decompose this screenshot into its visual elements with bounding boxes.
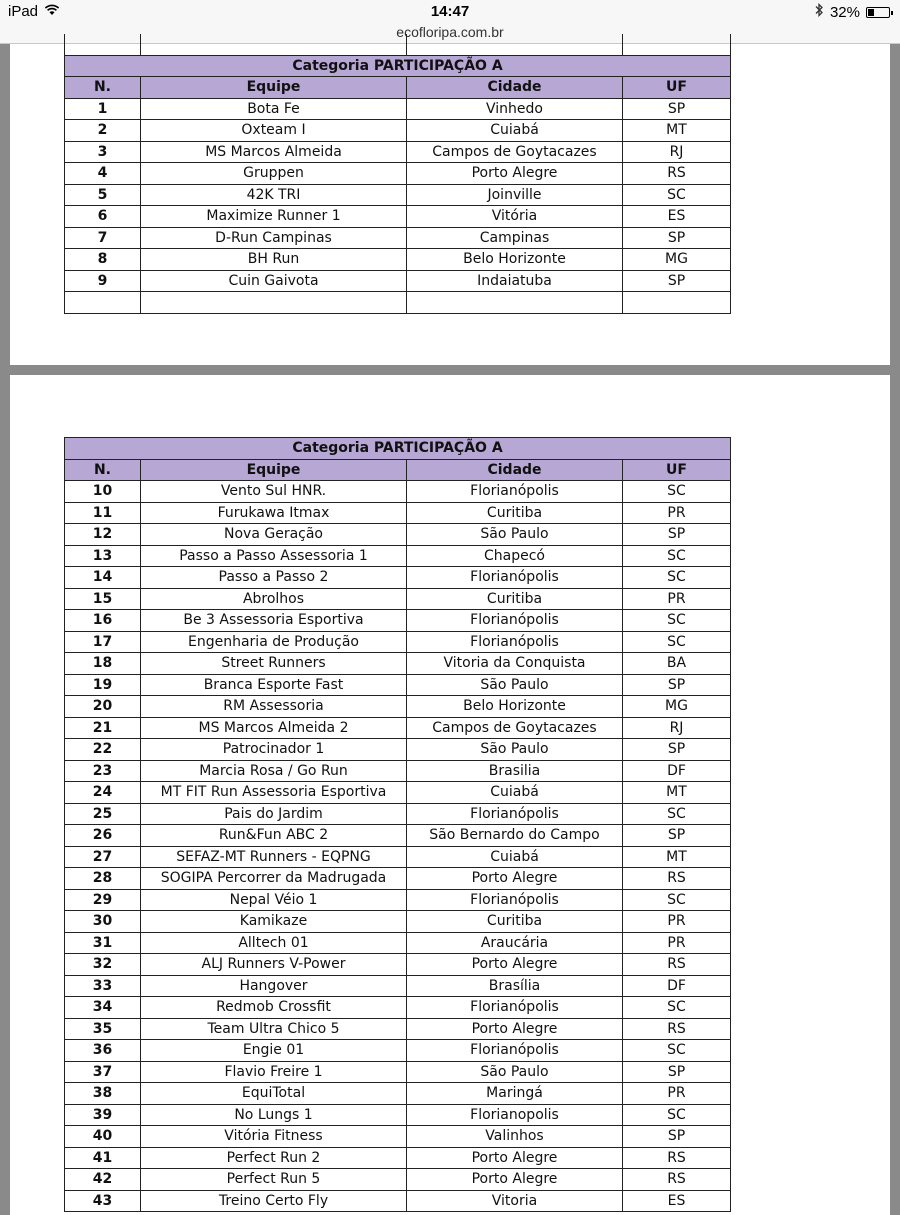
cell-team: Nova Geração	[141, 524, 407, 546]
cell-team: BH Run	[141, 249, 407, 271]
table-row	[65, 1104, 731, 1126]
cell-team: Marcia Rosa / Go Run	[141, 760, 407, 782]
cell-team: SOGIPA Percorrer da Madrugada	[141, 868, 407, 890]
cell-number: 10	[65, 481, 141, 503]
cell-team: Flavio Freire 1	[141, 1061, 407, 1083]
cell-city: Florianópolis	[407, 631, 623, 653]
cell-city: Florianópolis	[407, 803, 623, 825]
table-row	[65, 206, 731, 228]
cell-state: ES	[623, 206, 731, 228]
cell-city: São Paulo	[407, 524, 623, 546]
table-row	[65, 782, 731, 804]
cell-number: 31	[65, 932, 141, 954]
cell-state: SP	[623, 98, 731, 120]
table-row	[65, 868, 731, 890]
cell-number: 17	[65, 631, 141, 653]
cell-city: Porto Alegre	[407, 1169, 623, 1191]
cell-number: 9	[65, 270, 141, 292]
table-row	[65, 588, 731, 610]
cell-city: Curitiba	[407, 588, 623, 610]
table-row	[65, 1126, 731, 1148]
cell-number: 39	[65, 1104, 141, 1126]
cell-city: Campos de Goytacazes	[407, 717, 623, 739]
cell-city: Araucária	[407, 932, 623, 954]
cell-city: Indaiatuba	[407, 270, 623, 292]
cell-state	[623, 292, 731, 314]
table-title: Categoria PARTICIPAÇÃO A	[65, 55, 731, 77]
cell-state: SC	[623, 481, 731, 503]
cell-number: 1	[65, 98, 141, 120]
table-header-row	[65, 77, 731, 99]
cell-team: Be 3 Assessoria Esportiva	[141, 610, 407, 632]
cell-state: ES	[623, 1190, 731, 1212]
table-row	[65, 911, 731, 933]
table-top-empty-row	[65, 34, 731, 55]
table-row	[65, 502, 731, 524]
cell-city: Maringá	[407, 1083, 623, 1105]
cell-state: RS	[623, 954, 731, 976]
cell-team: Perfect Run 5	[141, 1169, 407, 1191]
cell-city: Florianópolis	[407, 1040, 623, 1062]
cell-number: 40	[65, 1126, 141, 1148]
cell-city: Brasília	[407, 975, 623, 997]
cell-state: SP	[623, 739, 731, 761]
cell-city: São Paulo	[407, 739, 623, 761]
participation-table-2	[64, 437, 731, 1212]
cell-team: EquiTotal	[141, 1083, 407, 1105]
cell-number: 8	[65, 249, 141, 271]
clock: 14:47	[430, 3, 470, 20]
table-title-row	[65, 438, 731, 460]
cell-city: Florianópolis	[407, 610, 623, 632]
cell-number: 38	[65, 1083, 141, 1105]
cell-number: 12	[65, 524, 141, 546]
cell-state: SP	[623, 270, 731, 292]
cell-number: 27	[65, 846, 141, 868]
cell-city: Curitiba	[407, 911, 623, 933]
cell-city: Campinas	[407, 227, 623, 249]
table-row	[65, 545, 731, 567]
cell-state: BA	[623, 653, 731, 675]
cell-state: SP	[623, 825, 731, 847]
cell-state: SC	[623, 545, 731, 567]
table-row	[65, 1040, 731, 1062]
table-row	[65, 803, 731, 825]
cell-team: Vento Sul HNR.	[141, 481, 407, 503]
cell-state: PR	[623, 932, 731, 954]
cell-team: MS Marcos Almeida 2	[141, 717, 407, 739]
cell-number: 20	[65, 696, 141, 718]
cell-team: Patrocinador 1	[141, 739, 407, 761]
cell-city	[407, 292, 623, 314]
cell-team: No Lungs 1	[141, 1104, 407, 1126]
cell-team: Passo a Passo Assessoria 1	[141, 545, 407, 567]
cell-state: RS	[623, 1018, 731, 1040]
cell-city: Porto Alegre	[407, 954, 623, 976]
table-row	[65, 954, 731, 976]
col-header-state: UF	[623, 77, 731, 99]
table-row	[65, 760, 731, 782]
table-row	[65, 292, 731, 314]
cell-number: 29	[65, 889, 141, 911]
table-row	[65, 98, 731, 120]
cell-number: 18	[65, 653, 141, 675]
table-row	[65, 674, 731, 696]
cell-state: SC	[623, 803, 731, 825]
cell-city: Cuiabá	[407, 120, 623, 142]
table-title-row	[65, 55, 731, 77]
cell-team: Branca Esporte Fast	[141, 674, 407, 696]
cell-number: 2	[65, 120, 141, 142]
pdf-page-2	[10, 375, 890, 1215]
cell-city: Curitiba	[407, 502, 623, 524]
cell-team: Furukawa Itmax	[141, 502, 407, 524]
cell-team: Street Runners	[141, 653, 407, 675]
status-right	[814, 3, 890, 21]
cell-number: 19	[65, 674, 141, 696]
table-row	[65, 610, 731, 632]
cell-number: 34	[65, 997, 141, 1019]
cell-state: RS	[623, 868, 731, 890]
cell-number: 14	[65, 567, 141, 589]
cell-number: 43	[65, 1190, 141, 1212]
cell-state: RS	[623, 1147, 731, 1169]
cell-team: Pais do Jardim	[141, 803, 407, 825]
cell-city: Florianopolis	[407, 1104, 623, 1126]
table-row	[65, 1018, 731, 1040]
table-header-row	[65, 459, 731, 481]
table-row	[65, 717, 731, 739]
cell-city: Brasilia	[407, 760, 623, 782]
cell-team: Oxteam I	[141, 120, 407, 142]
table-row	[65, 270, 731, 292]
cell-number: 5	[65, 184, 141, 206]
cell-state: SC	[623, 184, 731, 206]
cell-team: Run&Fun ABC 2	[141, 825, 407, 847]
cell-state: MT	[623, 782, 731, 804]
cell-state: RS	[623, 1169, 731, 1191]
cell-city: Campos de Goytacazes	[407, 141, 623, 163]
cell-city: Cuiabá	[407, 782, 623, 804]
col-header-city: Cidade	[407, 459, 623, 481]
cell-state: SC	[623, 889, 731, 911]
cell-number: 32	[65, 954, 141, 976]
cell-number: 30	[65, 911, 141, 933]
cell-state: SC	[623, 610, 731, 632]
cell-city: Florianópolis	[407, 481, 623, 503]
cell-number: 21	[65, 717, 141, 739]
cell-number: 35	[65, 1018, 141, 1040]
cell-number: 3	[65, 141, 141, 163]
table-row	[65, 1147, 731, 1169]
cell-number: 37	[65, 1061, 141, 1083]
cell-city: São Paulo	[407, 674, 623, 696]
cell-team: Redmob Crossfit	[141, 997, 407, 1019]
cell-team: MS Marcos Almeida	[141, 141, 407, 163]
table-title: Categoria PARTICIPAÇÃO A	[65, 438, 731, 460]
pdf-page-1	[10, 44, 890, 365]
cell-team: Vitória Fitness	[141, 1126, 407, 1148]
table-row	[65, 631, 731, 653]
cell-state: RJ	[623, 717, 731, 739]
cell-team: Engie 01	[141, 1040, 407, 1062]
cell-city: Chapecó	[407, 545, 623, 567]
cell-state: MG	[623, 249, 731, 271]
cell-team: Kamikaze	[141, 911, 407, 933]
cell-state: PR	[623, 502, 731, 524]
table-row	[65, 120, 731, 142]
cell-number: 23	[65, 760, 141, 782]
cell-state: SC	[623, 997, 731, 1019]
cell-city: Florianópolis	[407, 889, 623, 911]
device-name: iPad	[8, 3, 39, 20]
cell-city: Vitoria da Conquista	[407, 653, 623, 675]
cell-state: SP	[623, 227, 731, 249]
cell-city: Porto Alegre	[407, 1018, 623, 1040]
table-row	[65, 249, 731, 271]
cell-city: Vinhedo	[407, 98, 623, 120]
cell-number: 16	[65, 610, 141, 632]
cell-team: Gruppen	[141, 163, 407, 185]
col-header-team: Equipe	[141, 77, 407, 99]
status-bar	[0, 0, 900, 22]
table-row	[65, 825, 731, 847]
cell-number: 11	[65, 502, 141, 524]
cell-state: SP	[623, 1061, 731, 1083]
cell-state: SP	[623, 524, 731, 546]
table-body	[65, 98, 731, 313]
cell-city: Porto Alegre	[407, 163, 623, 185]
table-row	[65, 524, 731, 546]
cell-state: SC	[623, 1040, 731, 1062]
cell-state: SP	[623, 674, 731, 696]
cell-number: 28	[65, 868, 141, 890]
cell-state: MT	[623, 120, 731, 142]
table-row	[65, 653, 731, 675]
col-header-team: Equipe	[141, 459, 407, 481]
table-row	[65, 846, 731, 868]
table-row	[65, 1061, 731, 1083]
cell-city: Cuiabá	[407, 846, 623, 868]
cell-team: Hangover	[141, 975, 407, 997]
table-row	[65, 163, 731, 185]
cell-team: Treino Certo Fly	[141, 1190, 407, 1212]
battery-percentage: 32%	[829, 3, 860, 21]
cell-city: São Bernardo do Campo	[407, 825, 623, 847]
cell-team: Abrolhos	[141, 588, 407, 610]
cell-number	[65, 292, 141, 314]
cell-city: Joinville	[407, 184, 623, 206]
cell-state: SC	[623, 567, 731, 589]
cell-number: 15	[65, 588, 141, 610]
cell-state: PR	[623, 588, 731, 610]
url-text: ecofloripa.com.br	[396, 24, 504, 40]
cell-number: 4	[65, 163, 141, 185]
cell-number: 41	[65, 1147, 141, 1169]
cell-team: D-Run Campinas	[141, 227, 407, 249]
cell-city: Vitoria	[407, 1190, 623, 1212]
table-row	[65, 1083, 731, 1105]
cell-team: 42K TRI	[141, 184, 407, 206]
cell-state: DF	[623, 760, 731, 782]
cell-number: 36	[65, 1040, 141, 1062]
cell-city: Porto Alegre	[407, 1147, 623, 1169]
cell-team: Cuin Gaivota	[141, 270, 407, 292]
cell-city: Valinhos	[407, 1126, 623, 1148]
cell-state: RS	[623, 163, 731, 185]
table-row	[65, 997, 731, 1019]
cell-state: SC	[623, 1104, 731, 1126]
cell-number: 24	[65, 782, 141, 804]
table-row	[65, 1169, 731, 1191]
cell-team	[141, 292, 407, 314]
cell-team: SEFAZ-MT Runners - EQPNG	[141, 846, 407, 868]
table-row	[65, 1190, 731, 1212]
cell-state: DF	[623, 975, 731, 997]
table-row	[65, 567, 731, 589]
cell-city: Belo Horizonte	[407, 696, 623, 718]
table-body	[65, 481, 731, 1212]
cell-number: 42	[65, 1169, 141, 1191]
cell-city: Porto Alegre	[407, 868, 623, 890]
cell-city: Vitória	[407, 206, 623, 228]
cell-city: Belo Horizonte	[407, 249, 623, 271]
cell-city: Florianópolis	[407, 567, 623, 589]
cell-state: PR	[623, 911, 731, 933]
cell-number: 26	[65, 825, 141, 847]
cell-team: Team Ultra Chico 5	[141, 1018, 407, 1040]
cell-state: RJ	[623, 141, 731, 163]
bluetooth-icon	[814, 3, 824, 21]
cell-team: Alltech 01	[141, 932, 407, 954]
cell-state: PR	[623, 1083, 731, 1105]
table-row	[65, 184, 731, 206]
cell-number: 22	[65, 739, 141, 761]
cell-team: ALJ Runners V-Power	[141, 954, 407, 976]
cell-team: MT FIT Run Assessoria Esportiva	[141, 782, 407, 804]
table-row	[65, 696, 731, 718]
cell-team: Maximize Runner 1	[141, 206, 407, 228]
cell-state: MT	[623, 846, 731, 868]
col-header-state: UF	[623, 459, 731, 481]
cell-team: Nepal Véio 1	[141, 889, 407, 911]
col-header-number: N.	[65, 459, 141, 481]
table-row	[65, 975, 731, 997]
cell-number: 6	[65, 206, 141, 228]
cell-state: SP	[623, 1126, 731, 1148]
cell-team: Passo a Passo 2	[141, 567, 407, 589]
cell-state: SC	[623, 631, 731, 653]
cell-city: Florianópolis	[407, 997, 623, 1019]
table-row	[65, 227, 731, 249]
col-header-city: Cidade	[407, 77, 623, 99]
table-row	[65, 889, 731, 911]
table-row	[65, 932, 731, 954]
table-row	[65, 739, 731, 761]
cell-city: São Paulo	[407, 1061, 623, 1083]
col-header-number: N.	[65, 77, 141, 99]
cell-number: 13	[65, 545, 141, 567]
cell-team: RM Assessoria	[141, 696, 407, 718]
table-row	[65, 141, 731, 163]
cell-team: Engenharia de Produção	[141, 631, 407, 653]
cell-team: Perfect Run 2	[141, 1147, 407, 1169]
cell-number: 33	[65, 975, 141, 997]
participation-table-1	[64, 34, 731, 314]
cell-number: 25	[65, 803, 141, 825]
cell-state: MG	[623, 696, 731, 718]
battery-icon	[866, 7, 890, 18]
cell-number: 7	[65, 227, 141, 249]
table-row	[65, 481, 731, 503]
cell-team: Bota Fe	[141, 98, 407, 120]
